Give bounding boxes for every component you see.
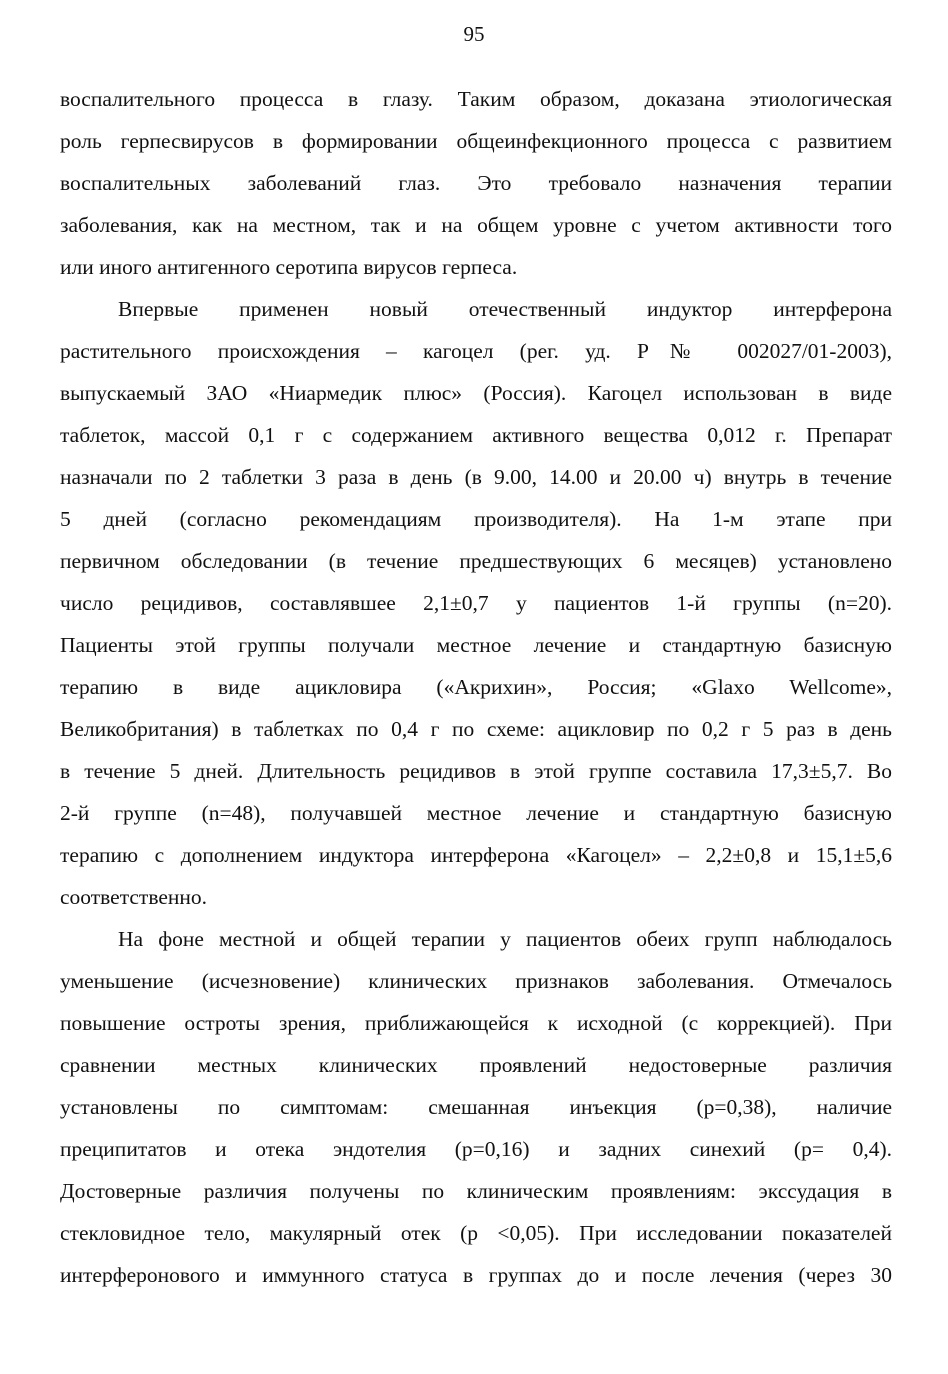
paragraph-line: Впервые применен новый отечественный индуктор интерферона [118, 297, 892, 321]
paragraph-1 [60, 78, 892, 288]
paragraph-line: назначали по 2 таблетки 3 раза в день (в 9.00, 14.00 и 20.00 ч) внутрь в течение [60, 465, 892, 489]
paragraph-line: уменьшение (исчезновение) клинических признаков заболевания. Отмечалось [60, 969, 892, 993]
paragraph-line: преципитатов и отека эндотелия (р=0,16) и задних синехий (р= 0,4). [60, 1137, 892, 1161]
paragraph-line: Пациенты этой группы получали местное лечение и стандартную базисную [60, 633, 892, 657]
paragraph-line: повышение остроты зрения, приближающейся к исходной (с коррекцией). При [60, 1011, 892, 1035]
paragraph-line: первичном обследовании (в течение предшествующих 6 месяцев) установлено [60, 549, 892, 573]
paragraph-line: заболевания, как на местном, так и на общем уровне с учетом активности того [60, 213, 892, 237]
paragraph-line: стекловидное тело, макулярный отек (р <0,05). При исследовании показателей [60, 1221, 892, 1245]
paragraph-line: таблеток, массой 0,1 г с содержанием активного вещества 0,012 г. Препарат [60, 423, 892, 447]
paragraph-line: растительного происхождения – кагоцел (рег. уд. Р№ 002027/01-2003), [60, 339, 892, 363]
paragraph-line: воспалительного процесса в глазу. Таким образом, доказана этиологическая [60, 87, 892, 111]
paragraph-line: Великобритания) в таблетках по 0,4 г по схеме: ацикловир по 0,2 г 5 раз в день [60, 717, 892, 741]
paragraph-line: терапию с дополнением индуктора интерферона «Кагоцел» – 2,2±0,8 и 15,1±5,6 [60, 843, 892, 867]
paragraph-3 [60, 918, 892, 1296]
paragraph-line: интерферонового и иммунного статуса в группах до и после лечения (через 30 [60, 1263, 892, 1287]
paragraph-line: роль герпесвирусов в формировании общеинфекционного процесса с развитием [60, 129, 892, 153]
paragraph-2 [60, 288, 892, 918]
paragraph-line: или иного антигенного серотипа вирусов герпеса. [60, 255, 518, 279]
paragraph-line: сравнении местных клинических проявлений недостоверные различия [60, 1053, 892, 1077]
paragraph-line: воспалительных заболеваний глаз. Это требовало назначения терапии [60, 171, 892, 195]
page-number: 95 [463, 22, 485, 46]
paragraph-line: 2-й группе (n=48), получавшей местное лечение и стандартную базисную [60, 801, 892, 825]
paragraph-line: число рецидивов, составлявшее 2,1±0,7 у пациентов 1-й группы (n=20). [60, 591, 892, 615]
paragraph-line: терапию в виде ацикловира («Акрихин», Россия; «Glaxo Wellcome», [60, 675, 892, 699]
paragraph-line: 5 дней (согласно рекомендациям производителя). На 1-м этапе при [60, 507, 892, 531]
paragraph-line: в течение 5 дней. Длительность рецидивов в этой группе составила 17,3±5,7. Во [60, 759, 892, 783]
paragraph-line: На фоне местной и общей терапии у пациентов обеих групп наблюдалось [118, 927, 892, 951]
paragraph-line: выпускаемый ЗАО «Ниармедик плюс» (Россия). Кагоцел использован в виде [60, 381, 892, 405]
paragraph-line: Достоверные различия получены по клиническим проявлениям: экссудация в [60, 1179, 892, 1203]
paragraph-line: соответственно. [60, 885, 208, 909]
paragraph-line: установлены по симптомам: смешанная инъекция (р=0,38), наличие [60, 1095, 892, 1119]
